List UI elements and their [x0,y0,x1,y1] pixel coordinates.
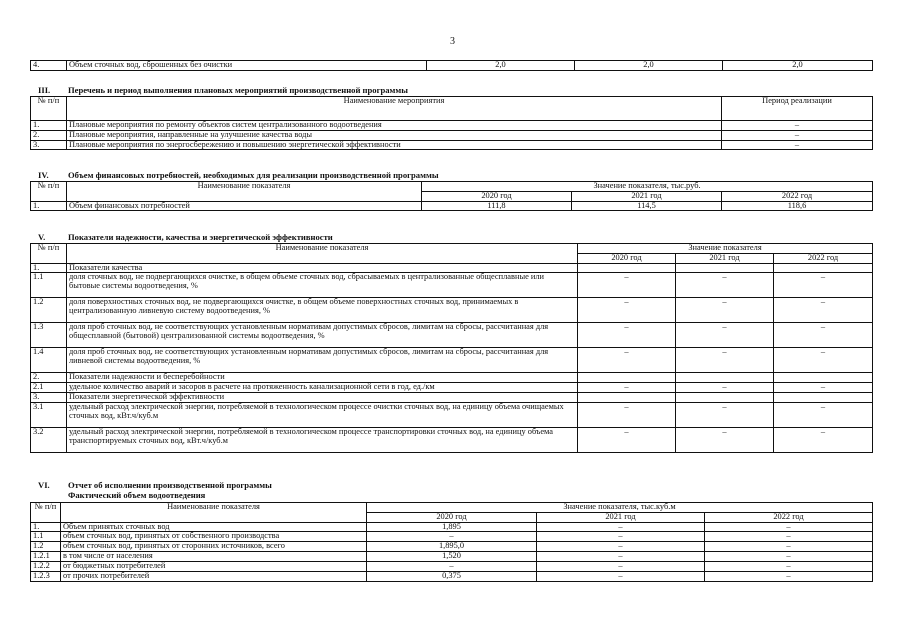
value-2020: – [578,323,676,348]
value-2020: 0,375 [367,571,537,581]
section-4-table [30,181,873,211]
row-num: 1. [31,121,67,131]
value-2022: – [705,522,873,532]
col-name: Наименование показателя [67,244,578,264]
row-num: 2. [31,130,67,140]
value-2021: – [676,427,774,452]
value-2020: – [578,383,676,393]
section-3-table [30,96,873,150]
value-2021: – [676,383,774,393]
section-5-heading [38,232,333,242]
col-name: Наименование мероприятия [67,97,722,121]
value-2020 [578,263,676,273]
col-num: № п/п [31,244,67,264]
value-2022: – [705,552,873,562]
row-num: 1.4 [31,348,67,373]
row-period: – [722,140,873,150]
row-num: 1.2.2 [31,561,61,571]
section-4-heading [38,170,439,180]
row-num: 1.2.3 [31,571,61,581]
row-name: доля поверхностных сточных вод, не подвергающихся очистке, в общем объеме поверхностных сточных вод, принимаемых в централизованную ливневую систему водоотведения, % [67,298,578,323]
row-name: Плановые мероприятия по ремонту объектов систем централизованного водоотведения [67,121,722,131]
section-5-table [30,243,873,453]
row-num: 1.2.1 [31,552,61,562]
value-2022: 118,6 [722,201,873,211]
value-2021: – [537,571,705,581]
value-2020: 2,0 [427,61,575,71]
row-period: – [722,130,873,140]
year-2021: 2021 год [676,253,774,263]
value-2022: – [774,427,873,452]
value-2021: – [537,532,705,542]
value-2022: – [774,402,873,427]
value-2021: – [537,561,705,571]
value-2021: – [676,402,774,427]
value-2020: – [578,298,676,323]
row-name: объем сточных вод, принятых от сторонних источников, всего [61,542,367,552]
row-name: Показатели надежности и бесперебойности [67,373,578,383]
row-name: Плановые мероприятия по энергосбережению и повышению энергетической эффективности [67,140,722,150]
value-2020: – [578,427,676,452]
row-name: Объем принятых сточных вод [61,522,367,532]
value-2021 [676,373,774,383]
row-period: – [722,121,873,131]
row-name: объем сточных вод, принятых от собственного производства [61,532,367,542]
value-2021: – [537,552,705,562]
row-name: доля проб сточных вод, не соответствующих установленным нормативам допустимых сбросов, лимитам на сбросы, рассчитанная для общесплавной (бытовой) централизованной системы водоотведения, % [67,323,578,348]
col-name: Наименование показателя [61,503,367,523]
row-name: удельный расход электрической энергии, потребляемой в технологическом процессе транспортировки сточных вод, на единицу объема транспортируемых сточных вод, кВт.ч/куб.м [67,427,578,452]
value-2022 [774,373,873,383]
value-2021: 2,0 [575,61,723,71]
row-name: доля сточных вод, не подвергающихся очистке, в общем объеме сточных вод, сбрасываемых в централизованные общесплавные или бытовые системы водоотведения, % [67,273,578,298]
value-2022 [774,393,873,403]
row-name: Объем сточных вод, сброшенных без очистки [67,61,427,71]
value-2020: – [578,348,676,373]
value-2021: – [676,323,774,348]
value-2020 [578,393,676,403]
row-name: Показатели качества [67,263,578,273]
col-num: № п/п [31,503,61,523]
row-name: от бюджетных потребителей [61,561,367,571]
section-6-subtitle: Фактический объем водоотведения [68,490,206,500]
value-2022: – [774,383,873,393]
section-6-title: Отчет об исполнении производственной программы [68,480,272,490]
value-2020: – [367,561,537,571]
col-value: Значение показателя, тыс.куб.м [367,503,873,513]
year-2022: 2022 год [774,253,873,263]
row-num: 1.2 [31,298,67,323]
value-2022: 2,0 [723,61,873,71]
value-2020: – [367,532,537,542]
row-name: Объем финансовых потребностей [67,201,422,211]
row-name: Плановые мероприятия, направленные на улучшение качества воды [67,130,722,140]
col-num: № п/п [31,97,67,121]
section-6-heading [38,480,272,500]
value-2020: 1,895,0 [367,542,537,552]
section-3-title: Перечень и период выполнения плановых мероприятий производственной программы [68,85,408,95]
row-num: 1.2 [31,542,61,552]
value-2020: – [578,402,676,427]
value-2020: 111,8 [422,201,572,211]
row-name: доля проб сточных вод, не соответствующих установленным нормативам допустимых сбросов, лимитам на сбросы, рассчитанная для ливневой системы водоотведения, % [67,348,578,373]
year-2022: 2022 год [722,191,873,201]
year-2020: 2020 год [367,512,537,522]
row-num: 2. [31,373,67,383]
row-num: 1. [31,263,67,273]
section-3-heading [38,85,408,95]
section-3-number: III. [38,85,51,95]
row-name: от прочих потребителей [61,571,367,581]
section-4-number: IV. [38,170,49,180]
value-2021 [676,263,774,273]
value-2022: – [705,571,873,581]
row-num: 3.1 [31,402,67,427]
row-name: удельный расход электрической энергии, потребляемой в технологическом процессе очистки сточных вод, на единицу объема очищаемых сточных вод, кВт.ч/куб.м [67,402,578,427]
col-value: Значение показателя [578,244,873,254]
year-2020: 2020 год [422,191,572,201]
value-2022: – [774,348,873,373]
row-num: 3. [31,393,67,403]
row-name: удельное количество аварий и засоров в расчете на протяженность канализационной сети в год, ед./км [67,383,578,393]
value-2020: – [578,273,676,298]
section-5-title: Показатели надежности, качества и энергетической эффективности [68,232,333,242]
row-name: в том числе от населения [61,552,367,562]
value-2021: – [676,348,774,373]
row-num: 3.2 [31,427,67,452]
value-2021: – [676,298,774,323]
row-num: 1. [31,522,61,532]
section-6-table [30,502,873,582]
row-num: 4. [31,61,67,71]
value-2020: 1,895 [367,522,537,532]
value-2022: – [774,298,873,323]
value-2022: – [705,542,873,552]
row-num: 1.1 [31,532,61,542]
page-number: 3 [450,36,455,47]
top-table [30,60,873,71]
section-4-title: Объем финансовых потребностей, необходимых для реализации производственной программы [68,170,439,180]
year-2021: 2021 год [572,191,722,201]
row-num: 3. [31,140,67,150]
row-num: 1. [31,201,67,211]
value-2021: – [537,522,705,532]
section-5-number: V. [38,232,46,242]
section-6-number: VI. [38,480,50,490]
year-2021: 2021 год [537,512,705,522]
value-2021: 114,5 [572,201,722,211]
year-2022: 2022 год [705,512,873,522]
value-2021: – [676,273,774,298]
year-2020: 2020 год [578,253,676,263]
col-period: Период реализации [722,97,873,121]
value-2022: – [774,323,873,348]
col-value: Значение показателя, тыс.руб. [422,182,873,192]
row-num: 1.3 [31,323,67,348]
value-2020 [578,373,676,383]
value-2022: – [705,532,873,542]
value-2021 [676,393,774,403]
col-num: № п/п [31,182,67,202]
value-2022: – [705,561,873,571]
col-name: Наименование показателя [67,182,422,202]
value-2022 [774,263,873,273]
value-2022: – [774,273,873,298]
value-2020: 1,520 [367,552,537,562]
value-2021: – [537,542,705,552]
row-name: Показатели энергетической эффективности [67,393,578,403]
row-num: 2.1 [31,383,67,393]
row-num: 1.1 [31,273,67,298]
